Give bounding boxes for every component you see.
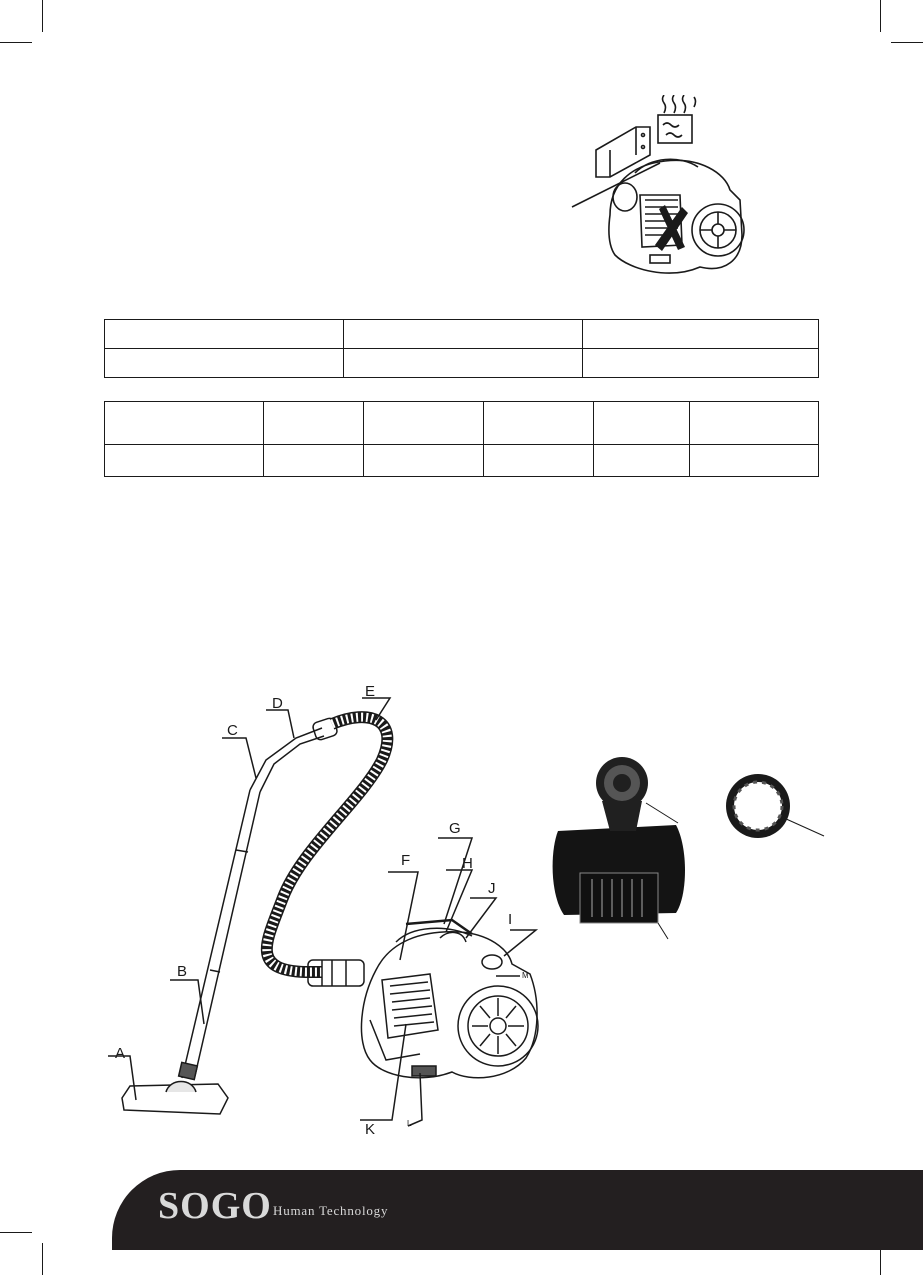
- part-label-f: F: [401, 852, 411, 869]
- part-label-b: B: [177, 963, 188, 980]
- brand-tagline: Human Technology: [273, 1203, 389, 1218]
- table-cell: [264, 402, 364, 445]
- table-cell: [364, 445, 484, 477]
- part-label-i: I: [508, 911, 513, 928]
- warning-heat-illustration: [570, 95, 750, 285]
- crop-mark: [880, 0, 881, 32]
- dust-container-photo: [550, 755, 690, 940]
- part-label-d: D: [272, 695, 283, 712]
- part-label-c: C: [227, 722, 238, 739]
- part-label-a: A: [115, 1045, 126, 1062]
- table-row: [105, 445, 819, 477]
- crop-mark: [42, 1243, 43, 1275]
- table-cell: [105, 402, 264, 445]
- vacuum-parts-diagram: [100, 680, 550, 1140]
- part-label-h: H: [462, 855, 473, 872]
- table-cell: [344, 349, 583, 378]
- crop-mark: [891, 42, 923, 43]
- part-label-m: M: [522, 971, 529, 980]
- top-table: [104, 319, 819, 378]
- table-row: [105, 320, 819, 349]
- telescopic-tube: [182, 790, 260, 1080]
- bottom-table: [104, 401, 819, 477]
- table-row: [105, 402, 819, 445]
- crop-mark: [42, 0, 43, 32]
- part-label-g: G: [449, 820, 461, 837]
- table-cell: [690, 402, 819, 445]
- filter-ring-photo: [720, 770, 825, 845]
- table-cell: [105, 320, 344, 349]
- crop-mark: [0, 1232, 32, 1233]
- crop-mark: [0, 42, 32, 43]
- table-cell: [484, 402, 594, 445]
- table-cell: [583, 320, 819, 349]
- table-cell: [264, 445, 364, 477]
- table-cell: [105, 349, 344, 378]
- table-cell: [594, 402, 690, 445]
- table-cell: [484, 445, 594, 477]
- vacuum-body: [361, 932, 537, 1078]
- table-cell: [690, 445, 819, 477]
- brand-logo: SOGO: [158, 1185, 272, 1227]
- table-cell: [344, 320, 583, 349]
- part-label-e: E: [365, 683, 376, 700]
- part-label-j: J: [488, 880, 496, 897]
- table-row: [105, 349, 819, 378]
- table-cell: [364, 402, 484, 445]
- table-cell: [583, 349, 819, 378]
- part-label-l: L: [407, 1119, 412, 1128]
- table-cell: [105, 445, 264, 477]
- part-label-k: K: [365, 1121, 376, 1138]
- table-cell: [594, 445, 690, 477]
